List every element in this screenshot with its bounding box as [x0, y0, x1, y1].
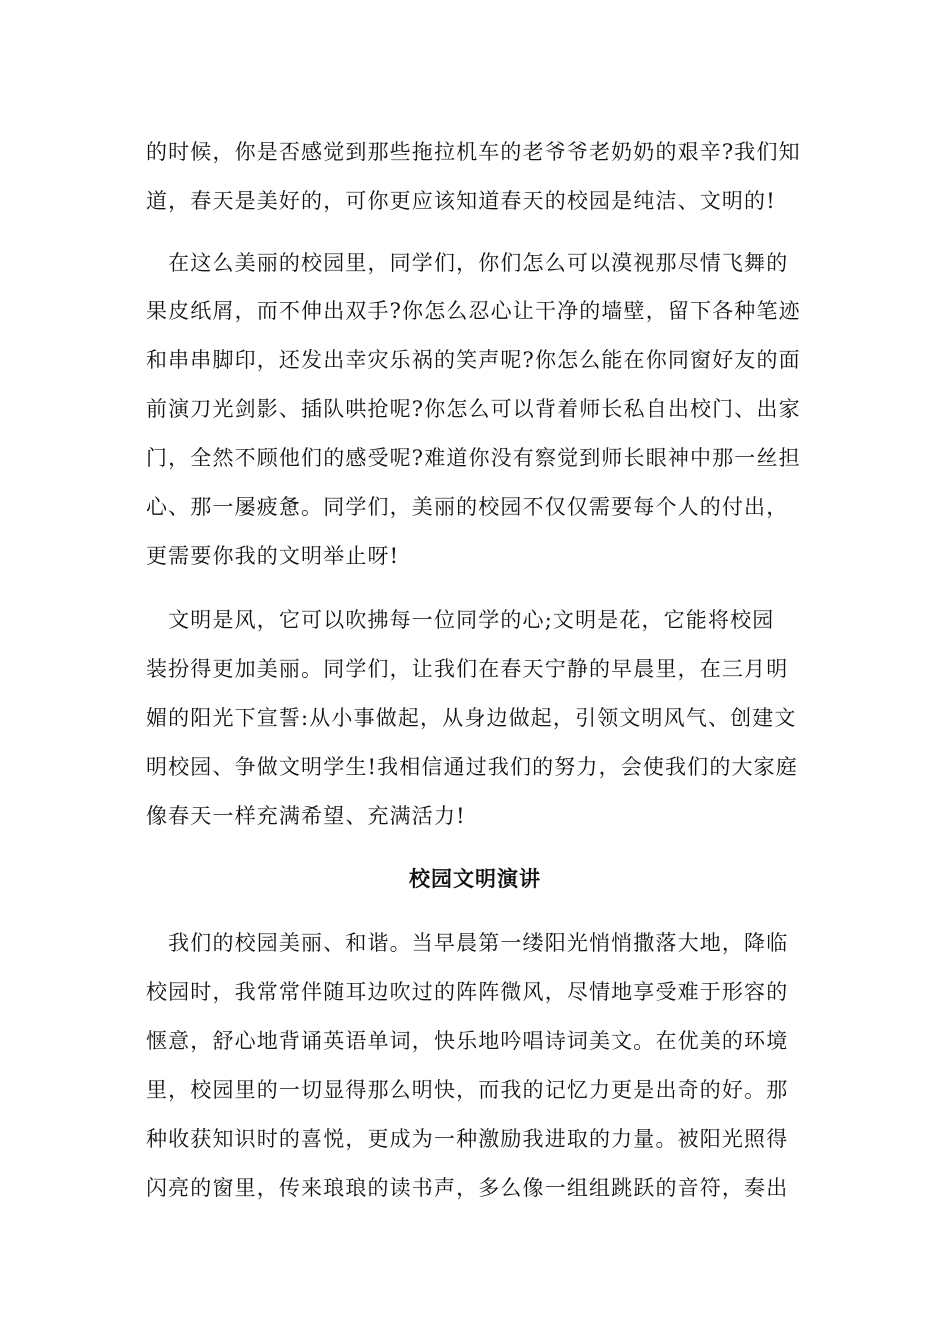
paragraph-3-line-1: 文明是风，它可以吹拂每一位同学的心;文明是花，它能将校园	[146, 608, 775, 632]
paragraph-2-line-2: 果皮纸屑，而不伸出双手?你怎么忍心让干净的墙壁，留下各种笔迹	[146, 299, 801, 323]
paragraph-3-line-2: 装扮得更加美丽。同学们，让我们在春天宁静的早晨里，在三月明	[146, 657, 789, 681]
paragraph-3-line-3: 媚的阳光下宣誓:从小事做起，从身边做起，引领文明风气、创建文	[146, 706, 797, 730]
paragraph-4-line-4: 里，校园里的一切显得那么明快，而我的记忆力更是出奇的好。那	[146, 1078, 789, 1102]
paragraph-3-line-5: 像春天一样充满希望、充满活力!	[146, 804, 466, 828]
paragraph-4-line-3: 惬意，舒心地背诵英语单词，快乐地吟唱诗词美文。在优美的环境	[146, 1029, 789, 1053]
paragraph-2-line-6: 心、那一屡疲惫。同学们，美丽的校园不仅仅需要每个人的付出，	[146, 495, 789, 519]
paragraph-2-line-1: 在这么美丽的校园里，同学们，你们怎么可以漠视那尽情飞舞的	[146, 251, 789, 275]
paragraph-1-line-2: 道，春天是美好的，可你更应该知道春天的校园是纯洁、文明的!	[146, 189, 776, 213]
paragraph-2-line-5: 门，全然不顾他们的感受呢?难道你没有察觉到师长眼神中那一丝担	[146, 446, 801, 470]
paragraph-3-line-4: 明校园、争做文明学生!我相信通过我们的努力，会使我们的大家庭	[146, 755, 798, 779]
paragraph-1-line-1: 的时候，你是否感觉到那些拖拉机车的老爷爷老奶奶的艰辛?我们知	[146, 140, 801, 164]
section-title: 校园文明演讲	[409, 866, 541, 891]
paragraph-4-line-2: 校园时，我常常伴随耳边吹过的阵阵微风，尽情地享受难于形容的	[146, 980, 789, 1004]
paragraph-4-line-1: 我们的校园美丽、和谐。当早晨第一缕阳光悄悄撒落大地，降临	[146, 931, 789, 955]
paragraph-2-line-4: 前演刀光剑影、插队哄抢呢?你怎么可以背着师长私自出校门、出家	[146, 397, 801, 421]
paragraph-2-line-3: 和串串脚印，还发出幸灾乐祸的笑声呢?你怎么能在你同窗好友的面	[146, 348, 801, 372]
paragraph-4-line-6: 闪亮的窗里，传来琅琅的读书声，多么像一组组跳跃的音符，奏出	[146, 1176, 789, 1200]
paragraph-4-line-5: 种收获知识时的喜悦，更成为一种激励我进取的力量。被阳光照得	[146, 1127, 789, 1151]
paragraph-2-line-7: 更需要你我的文明举止呀!	[146, 544, 400, 568]
